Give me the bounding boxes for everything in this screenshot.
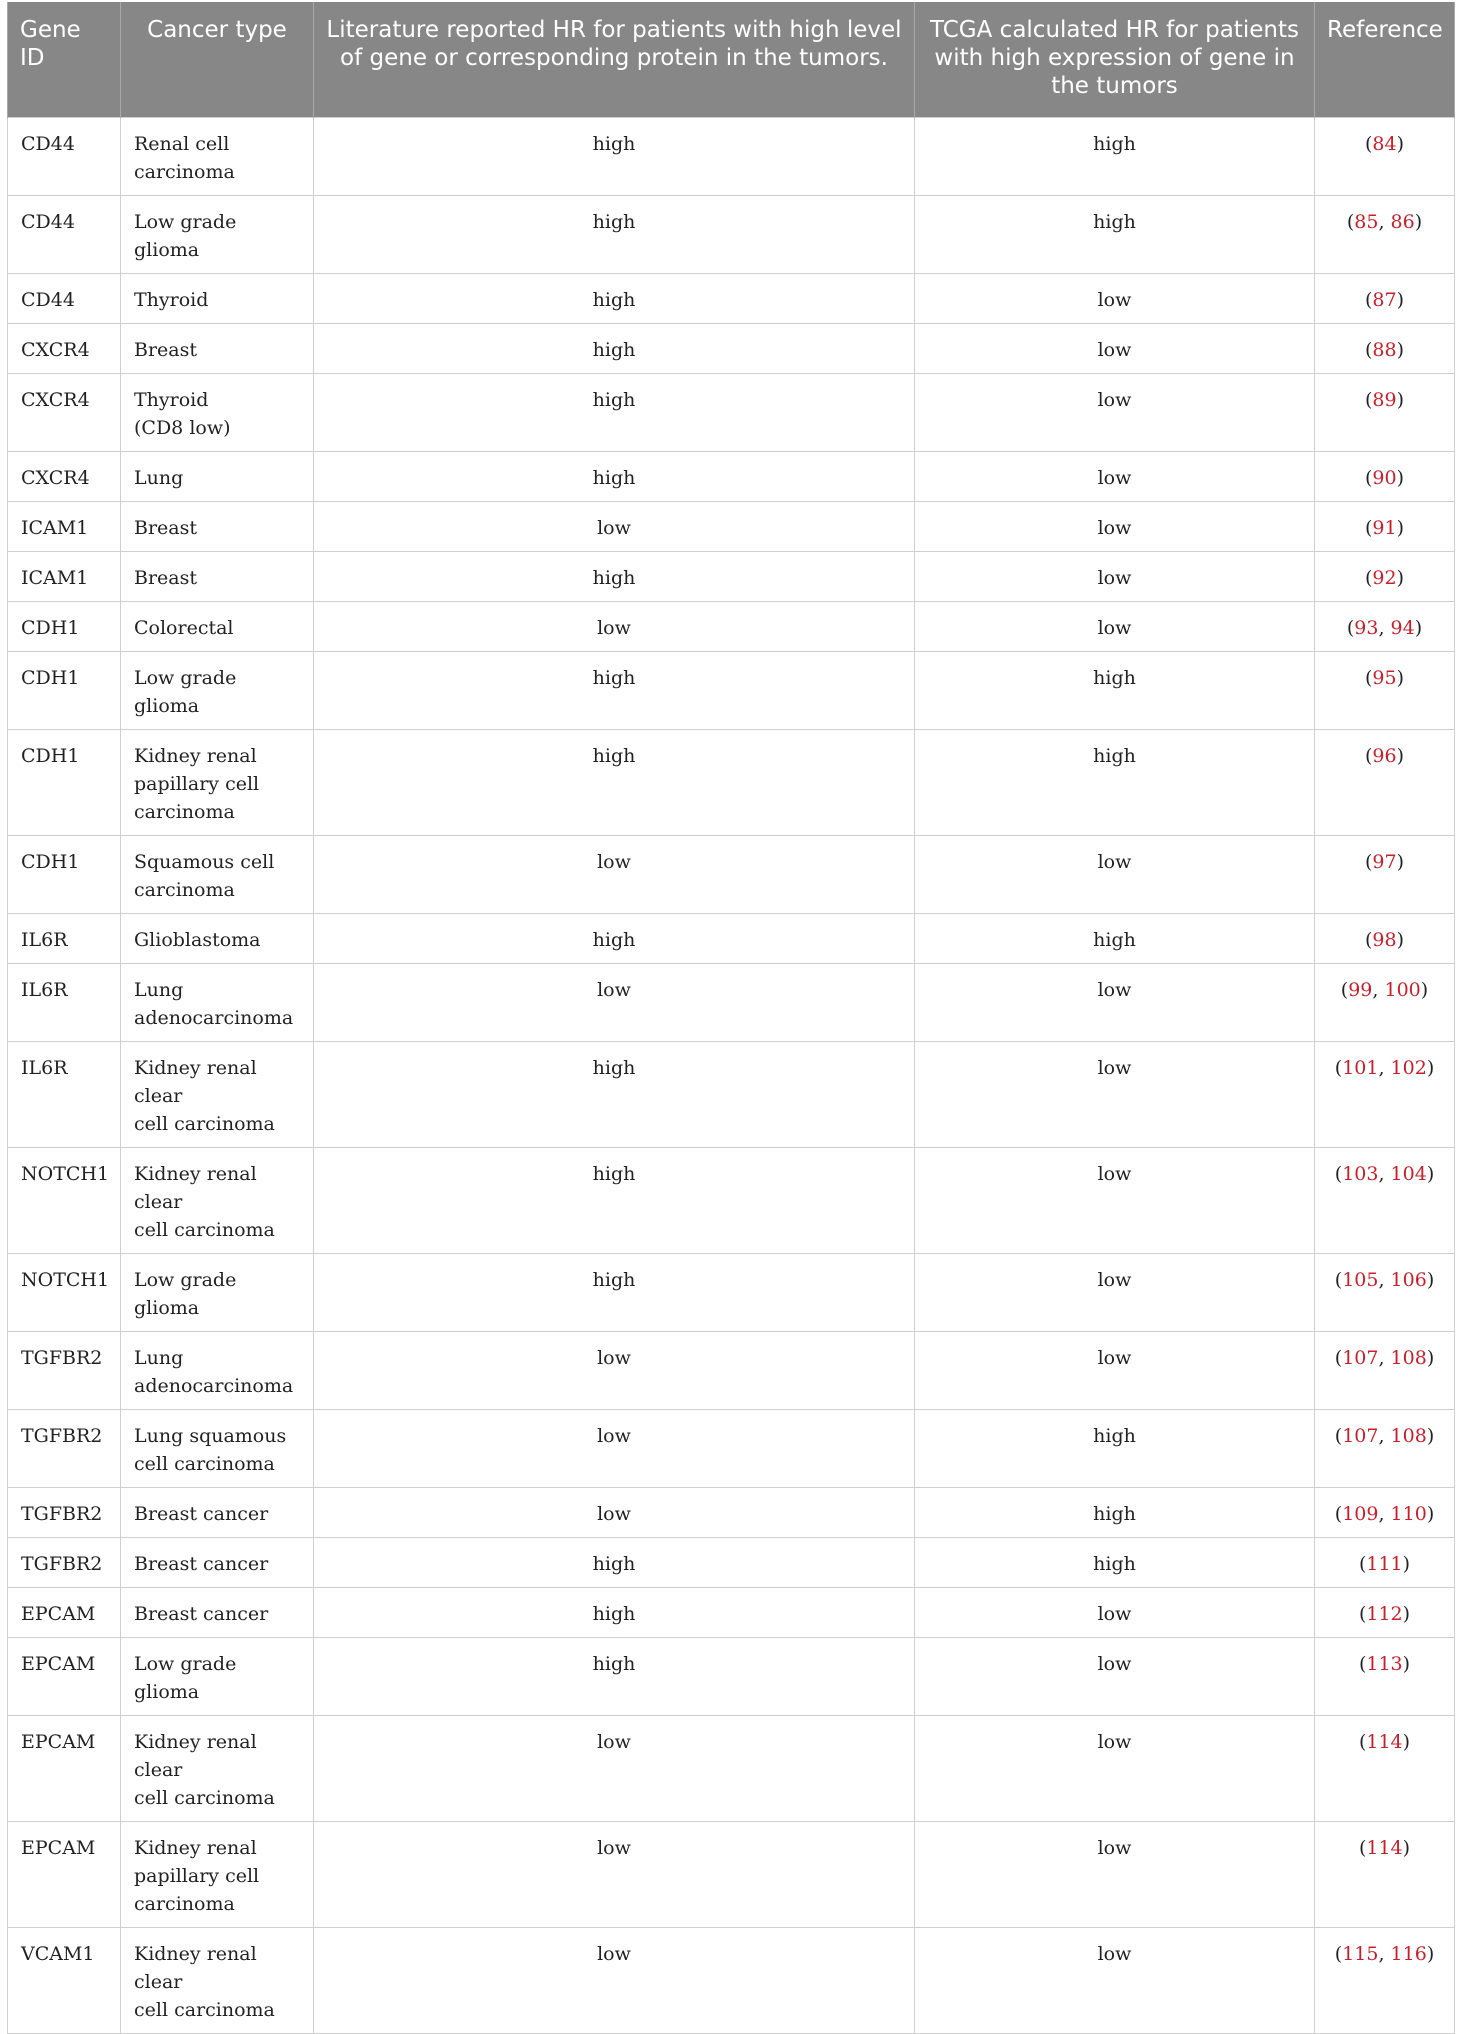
cell-tcga-hr: low (915, 1927, 1315, 2033)
cell-tcga-hr: high (915, 1409, 1315, 1487)
cell-reference: (84) (1315, 117, 1455, 195)
reference-link[interactable]: 85 (1354, 210, 1379, 233)
cell-reference: (114) (1315, 1715, 1455, 1821)
reference-link[interactable]: 88 (1372, 338, 1397, 361)
cell-gene-id: NOTCH1 (8, 1253, 121, 1331)
cell-literature-hr: low (314, 1409, 915, 1487)
cell-cancer-type (121, 1637, 314, 1715)
cancer-type-text: Lung adenocarcinoma (134, 978, 294, 1029)
cell-literature-hr: high (314, 1041, 915, 1147)
cancer-type-text: Colorectal (134, 616, 234, 639)
cell-reference: (95) (1315, 651, 1455, 729)
reference-link[interactable]: 91 (1372, 516, 1397, 539)
table-row (8, 1927, 1455, 2033)
cell-tcga-hr: low (915, 1147, 1315, 1253)
cancer-type-text: Low grade glioma (134, 1652, 237, 1703)
table-row (8, 1409, 1455, 1487)
cell-cancer-type (121, 551, 314, 601)
reference-link[interactable]: 87 (1372, 288, 1397, 311)
cell-tcga-hr: low (915, 1821, 1315, 1927)
cell-cancer-type (121, 1821, 314, 1927)
cell-gene-id: CDH1 (8, 651, 121, 729)
cell-reference: (107, 108) (1315, 1331, 1455, 1409)
cell-cancer-type (121, 501, 314, 551)
cell-cancer-type (121, 1041, 314, 1147)
cell-tcga-hr: low (915, 1587, 1315, 1637)
cell-cancer-type (121, 1147, 314, 1253)
table-row (8, 963, 1455, 1041)
cell-gene-id: CDH1 (8, 601, 121, 651)
cancer-type-text: Breast cancer (134, 1552, 269, 1575)
cell-gene-id: TGFBR2 (8, 1409, 121, 1487)
reference-link[interactable]: 109 (1342, 1502, 1379, 1525)
cell-reference: (99, 100) (1315, 963, 1455, 1041)
cell-literature-hr: low (314, 963, 915, 1041)
cell-literature-hr: high (314, 913, 915, 963)
cell-reference: (87) (1315, 273, 1455, 323)
cell-literature-hr: high (314, 1253, 915, 1331)
cell-literature-hr: high (314, 551, 915, 601)
reference-link[interactable]: 90 (1372, 466, 1397, 489)
cell-cancer-type (121, 963, 314, 1041)
table-row (8, 373, 1455, 451)
table-header (8, 2, 1455, 117)
cell-reference: (111) (1315, 1537, 1455, 1587)
cancer-type-text: Kidney renal clear cell carcinoma (134, 1730, 275, 1809)
cell-tcga-hr: low (915, 1637, 1315, 1715)
cancer-type-text: Lung squamous cell carcinoma (134, 1424, 287, 1475)
reference-link[interactable]: 99 (1348, 978, 1373, 1001)
cell-cancer-type (121, 913, 314, 963)
cell-reference: (85, 86) (1315, 195, 1455, 273)
cell-cancer-type (121, 1927, 314, 2033)
cancer-type-text: Kidney renal clear cell carcinoma (134, 1162, 275, 1241)
table-row (8, 195, 1455, 273)
cell-tcga-hr: low (915, 373, 1315, 451)
cell-tcga-hr: high (915, 729, 1315, 835)
table-row (8, 1487, 1455, 1537)
reference-link[interactable]: 95 (1372, 666, 1397, 689)
reference-link[interactable]: 93 (1354, 616, 1379, 639)
cancer-type-text: Lung (134, 466, 184, 489)
cell-literature-hr: high (314, 195, 915, 273)
reference-link[interactable]: 114 (1366, 1730, 1403, 1753)
cell-tcga-hr: low (915, 451, 1315, 501)
cell-tcga-hr: low (915, 323, 1315, 373)
cell-literature-hr: high (314, 1537, 915, 1587)
cell-gene-id: NOTCH1 (8, 1147, 121, 1253)
cell-literature-hr: high (314, 373, 915, 451)
reference-link[interactable]: 110 (1390, 1502, 1427, 1525)
reference-link[interactable]: 86 (1390, 210, 1415, 233)
cancer-type-text: Breast (134, 566, 198, 589)
cancer-type-text: Breast (134, 516, 198, 539)
cell-gene-id: EPCAM (8, 1637, 121, 1715)
cell-tcga-hr: high (915, 117, 1315, 195)
cell-reference: (92) (1315, 551, 1455, 601)
table-row (8, 1041, 1455, 1147)
cell-gene-id: CD44 (8, 273, 121, 323)
cell-reference: (90) (1315, 451, 1455, 501)
cell-cancer-type (121, 1253, 314, 1331)
cancer-type-text: Glioblastoma (134, 928, 261, 951)
cell-reference: (107, 108) (1315, 1409, 1455, 1487)
cell-tcga-hr: low (915, 1253, 1315, 1331)
cell-tcga-hr: low (915, 551, 1315, 601)
table-row (8, 1331, 1455, 1409)
cell-gene-id: CXCR4 (8, 373, 121, 451)
cell-gene-id: TGFBR2 (8, 1537, 121, 1587)
cell-cancer-type (121, 835, 314, 913)
cancer-type-text: Thyroid (CD8 low) (134, 388, 231, 439)
table-body (8, 117, 1455, 2033)
cell-tcga-hr: high (915, 1487, 1315, 1537)
reference-link[interactable]: 116 (1390, 1942, 1427, 1965)
cell-cancer-type (121, 1715, 314, 1821)
cell-literature-hr: high (314, 117, 915, 195)
cell-literature-hr: low (314, 1821, 915, 1927)
table-row (8, 729, 1455, 835)
cell-reference: (91) (1315, 501, 1455, 551)
reference-link[interactable]: 104 (1390, 1162, 1427, 1185)
table-row (8, 1587, 1455, 1637)
cell-gene-id: CXCR4 (8, 451, 121, 501)
reference-link[interactable]: 112 (1366, 1602, 1403, 1625)
cell-reference: (98) (1315, 913, 1455, 963)
header-row (8, 2, 1455, 117)
cell-reference: (88) (1315, 323, 1455, 373)
gene-hr-table (7, 2, 1455, 2034)
cancer-type-text: Kidney renal clear cell carcinoma (134, 1056, 275, 1135)
cancer-type-text: Renal cell carcinoma (134, 132, 235, 183)
cell-cancer-type (121, 651, 314, 729)
cell-gene-id: CDH1 (8, 835, 121, 913)
cell-cancer-type (121, 601, 314, 651)
cell-reference: (113) (1315, 1637, 1455, 1715)
reference-link[interactable]: 94 (1390, 616, 1415, 639)
cancer-type-text: Lung adenocarcinoma (134, 1346, 294, 1397)
reference-link[interactable]: 89 (1372, 388, 1397, 411)
reference-link[interactable]: 101 (1342, 1056, 1379, 1079)
table-row (8, 1253, 1455, 1331)
cell-literature-hr: low (314, 1487, 915, 1537)
table-row (8, 451, 1455, 501)
cell-tcga-hr: high (915, 195, 1315, 273)
table-row (8, 551, 1455, 601)
cell-cancer-type (121, 1331, 314, 1409)
cell-tcga-hr: low (915, 273, 1315, 323)
table-row (8, 501, 1455, 551)
reference-link[interactable]: 107 (1342, 1424, 1379, 1447)
cell-literature-hr: low (314, 601, 915, 651)
reference-link[interactable]: 102 (1390, 1056, 1427, 1079)
cell-gene-id: TGFBR2 (8, 1487, 121, 1537)
table-row (8, 1147, 1455, 1253)
cell-literature-hr: high (314, 451, 915, 501)
cell-reference: (93, 94) (1315, 601, 1455, 651)
cell-reference: (114) (1315, 1821, 1455, 1927)
cell-cancer-type (121, 1409, 314, 1487)
cell-gene-id: CD44 (8, 117, 121, 195)
cell-reference: (112) (1315, 1587, 1455, 1637)
reference-link[interactable]: 115 (1342, 1942, 1379, 1965)
cancer-type-text: Low grade glioma (134, 666, 237, 717)
cell-gene-id: ICAM1 (8, 551, 121, 601)
cell-literature-hr: high (314, 1147, 915, 1253)
reference-link[interactable]: 111 (1366, 1552, 1403, 1575)
cell-reference: (105, 106) (1315, 1253, 1455, 1331)
cancer-type-text: Thyroid (134, 288, 209, 311)
table-row (8, 117, 1455, 195)
cell-gene-id: ICAM1 (8, 501, 121, 551)
cell-gene-id: CDH1 (8, 729, 121, 835)
table-row (8, 1537, 1455, 1587)
table-row (8, 323, 1455, 373)
cell-gene-id: EPCAM (8, 1821, 121, 1927)
cell-literature-hr: high (314, 1637, 915, 1715)
results-table-container (7, 2, 1454, 2034)
cancer-type-text: Breast cancer (134, 1502, 269, 1525)
reference-link[interactable]: 84 (1372, 132, 1397, 155)
table-row (8, 1637, 1455, 1715)
cell-cancer-type (121, 117, 314, 195)
cell-literature-hr: high (314, 729, 915, 835)
table-row (8, 273, 1455, 323)
reference-link[interactable]: 100 (1384, 978, 1421, 1001)
cell-gene-id: EPCAM (8, 1587, 121, 1637)
reference-link[interactable]: 108 (1390, 1346, 1427, 1369)
cell-gene-id: IL6R (8, 913, 121, 963)
cell-literature-hr: high (314, 323, 915, 373)
cell-gene-id: IL6R (8, 963, 121, 1041)
table-row (8, 651, 1455, 729)
cell-literature-hr: low (314, 1715, 915, 1821)
header-cancer-type: Cancer type (121, 2, 314, 117)
cell-tcga-hr: low (915, 501, 1315, 551)
cancer-type-text: Low grade glioma (134, 210, 237, 261)
cell-tcga-hr: low (915, 1041, 1315, 1147)
reference-link[interactable]: 113 (1366, 1652, 1403, 1675)
cancer-type-text: Kidney renal papillary cell carcinoma (134, 1836, 260, 1915)
header-gene-id: Gene ID (8, 2, 121, 117)
cell-cancer-type (121, 373, 314, 451)
cell-cancer-type (121, 195, 314, 273)
cell-tcga-hr: high (915, 1537, 1315, 1587)
cell-literature-hr: low (314, 1927, 915, 2033)
header-tcga-hr: TCGA calculated HR for patients with high expression of gene in the tumors (915, 2, 1315, 117)
cell-gene-id: IL6R (8, 1041, 121, 1147)
cancer-type-text: Squamous cell carcinoma (134, 850, 275, 901)
cell-reference: (89) (1315, 373, 1455, 451)
cell-gene-id: CXCR4 (8, 323, 121, 373)
reference-link[interactable]: 114 (1366, 1836, 1403, 1859)
table-row (8, 1715, 1455, 1821)
cell-gene-id: CD44 (8, 195, 121, 273)
cell-tcga-hr: low (915, 835, 1315, 913)
cell-cancer-type (121, 323, 314, 373)
cell-literature-hr: high (314, 1587, 915, 1637)
cell-cancer-type (121, 273, 314, 323)
table-row (8, 913, 1455, 963)
table-row (8, 1821, 1455, 1927)
cell-cancer-type (121, 451, 314, 501)
reference-link[interactable]: 107 (1342, 1346, 1379, 1369)
cell-reference: (101, 102) (1315, 1041, 1455, 1147)
header-reference: Reference (1315, 2, 1455, 117)
cell-reference: (96) (1315, 729, 1455, 835)
reference-link[interactable]: 106 (1390, 1268, 1427, 1291)
table-row (8, 835, 1455, 913)
cell-literature-hr: low (314, 1331, 915, 1409)
cell-tcga-hr: high (915, 913, 1315, 963)
cancer-type-text: Kidney renal papillary cell carcinoma (134, 744, 260, 823)
reference-link[interactable]: 108 (1390, 1424, 1427, 1447)
reference-link[interactable]: 97 (1372, 850, 1397, 873)
table-row (8, 601, 1455, 651)
reference-link[interactable]: 103 (1342, 1162, 1379, 1185)
cell-gene-id: EPCAM (8, 1715, 121, 1821)
cell-literature-hr: high (314, 273, 915, 323)
cancer-type-text: Breast (134, 338, 198, 361)
cancer-type-text: Low grade glioma (134, 1268, 237, 1319)
cell-cancer-type (121, 1537, 314, 1587)
cell-tcga-hr: low (915, 601, 1315, 651)
cancer-type-text: Kidney renal clear cell carcinoma (134, 1942, 275, 2021)
cell-reference: (109, 110) (1315, 1487, 1455, 1537)
cell-literature-hr: low (314, 835, 915, 913)
cell-tcga-hr: low (915, 963, 1315, 1041)
reference-link[interactable]: 105 (1342, 1268, 1379, 1291)
header-literature-hr: Literature reported HR for patients with high level of gene or corresponding protein in the tumors. (314, 2, 915, 117)
reference-link[interactable]: 92 (1372, 566, 1397, 589)
reference-link[interactable]: 98 (1372, 928, 1397, 951)
cell-tcga-hr: low (915, 1715, 1315, 1821)
cell-tcga-hr: low (915, 1331, 1315, 1409)
cell-gene-id: TGFBR2 (8, 1331, 121, 1409)
cell-gene-id: VCAM1 (8, 1927, 121, 2033)
cell-tcga-hr: high (915, 651, 1315, 729)
cancer-type-text: Breast cancer (134, 1602, 269, 1625)
cell-literature-hr: high (314, 651, 915, 729)
cell-reference: (103, 104) (1315, 1147, 1455, 1253)
cell-literature-hr: low (314, 501, 915, 551)
cell-cancer-type (121, 1487, 314, 1537)
cell-reference: (97) (1315, 835, 1455, 913)
cell-cancer-type (121, 729, 314, 835)
cell-reference: (115, 116) (1315, 1927, 1455, 2033)
cell-cancer-type (121, 1587, 314, 1637)
reference-link[interactable]: 96 (1372, 744, 1397, 767)
